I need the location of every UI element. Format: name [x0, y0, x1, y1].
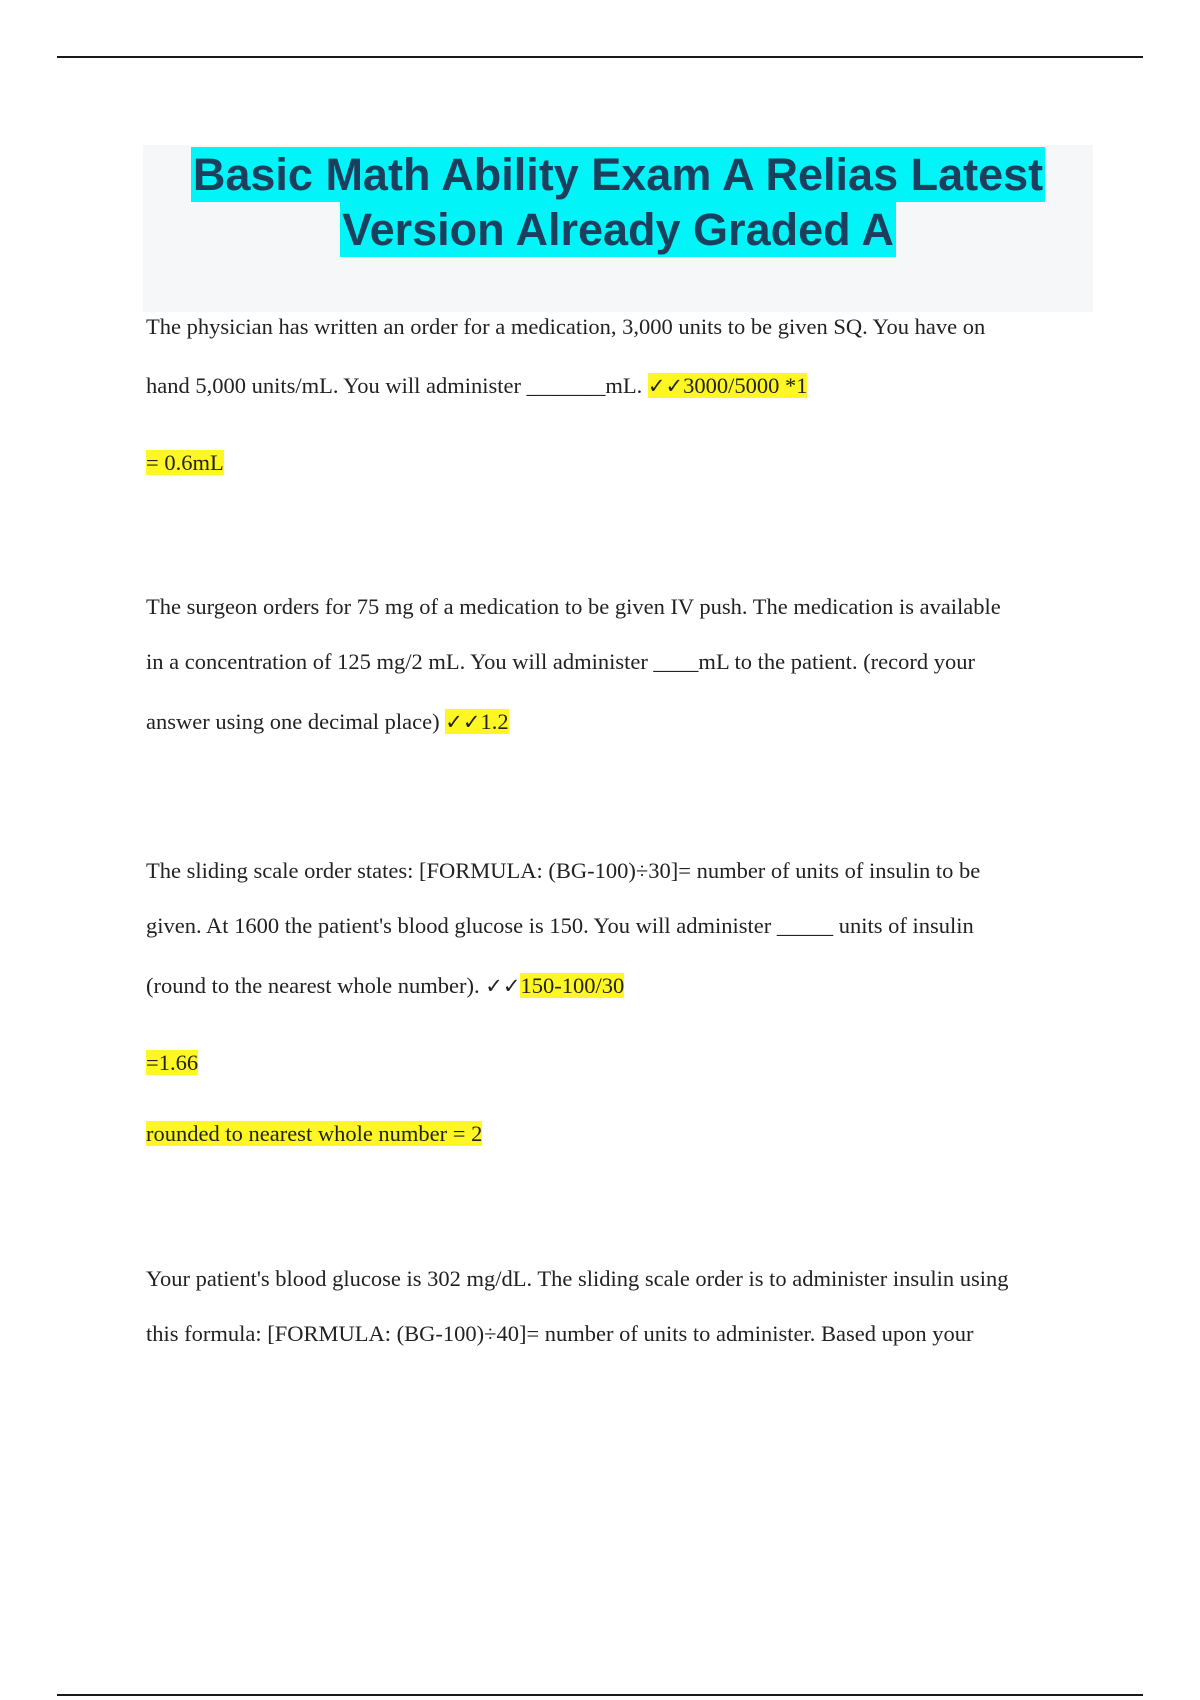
question-2-line-3: [146, 711, 509, 733]
answer-3-line-1: [146, 1052, 198, 1074]
bottom-rule: [57, 1694, 1143, 1696]
answer-1-highlight: [648, 373, 808, 398]
answer-3-inline: 150-100/30: [520, 973, 625, 998]
title-line-2: Version Already Graded A: [342, 204, 894, 255]
question-4-line-1: Your patient's blood glucose is 302 mg/dL. The sliding scale order is to administer insulin using: [146, 1266, 1009, 1291]
question-4-line-2: this formula: [FORMULA: (BG-100)÷40]= number of units to administer. Based upon your: [146, 1321, 974, 1346]
answer-1-result: = 0.6mL: [146, 450, 224, 475]
double-check-icon: ✓✓: [485, 974, 521, 998]
title-line-1: Basic Math Ability Exam A Relias Latest: [192, 149, 1044, 200]
page-title: [143, 145, 1093, 257]
question-2-line-1: The surgeon orders for 75 mg of a medication to be given IV push. The medication is available: [146, 594, 1001, 619]
answer-1-line-1: [146, 452, 224, 474]
answer-3-rounded: rounded to nearest whole number = 2: [146, 1121, 483, 1146]
answer-3-result: =1.66: [146, 1050, 199, 1075]
question-3-line-3: [146, 975, 624, 997]
answer-2-inline: 1.2: [480, 709, 509, 734]
question-2-line-2: in a concentration of 125 mg/2 mL. You will administer ____mL to the patient. (record your: [146, 649, 976, 674]
question-2-line-3-text: answer using one decimal place): [146, 709, 440, 734]
answer-2-highlight: [445, 709, 508, 734]
answer-3-line-2: [146, 1123, 482, 1145]
question-1-line-2-text: hand 5,000 units/mL. You will administer _______mL.: [146, 373, 643, 398]
question-1-line-1: The physician has written an order for a medication, 3,000 units to be given SQ. You have on: [146, 314, 986, 339]
answer-1-inline: 3000/5000 *1: [683, 373, 808, 398]
question-3-line-1: The sliding scale order states: [FORMULA: (BG-100)÷30]= number of units of insulin to be: [146, 858, 981, 883]
double-check-icon: ✓✓: [445, 710, 481, 734]
top-rule: [57, 56, 1143, 58]
title-block: [143, 145, 1093, 312]
question-3-line-2: given. At 1600 the patient's blood glucose is 150. You will administer _____ units of insulin: [146, 913, 974, 938]
question-3-line-3-text: (round to the nearest whole number).: [146, 973, 480, 998]
double-check-icon: ✓✓: [647, 374, 684, 398]
question-1-line-2: [146, 375, 807, 397]
